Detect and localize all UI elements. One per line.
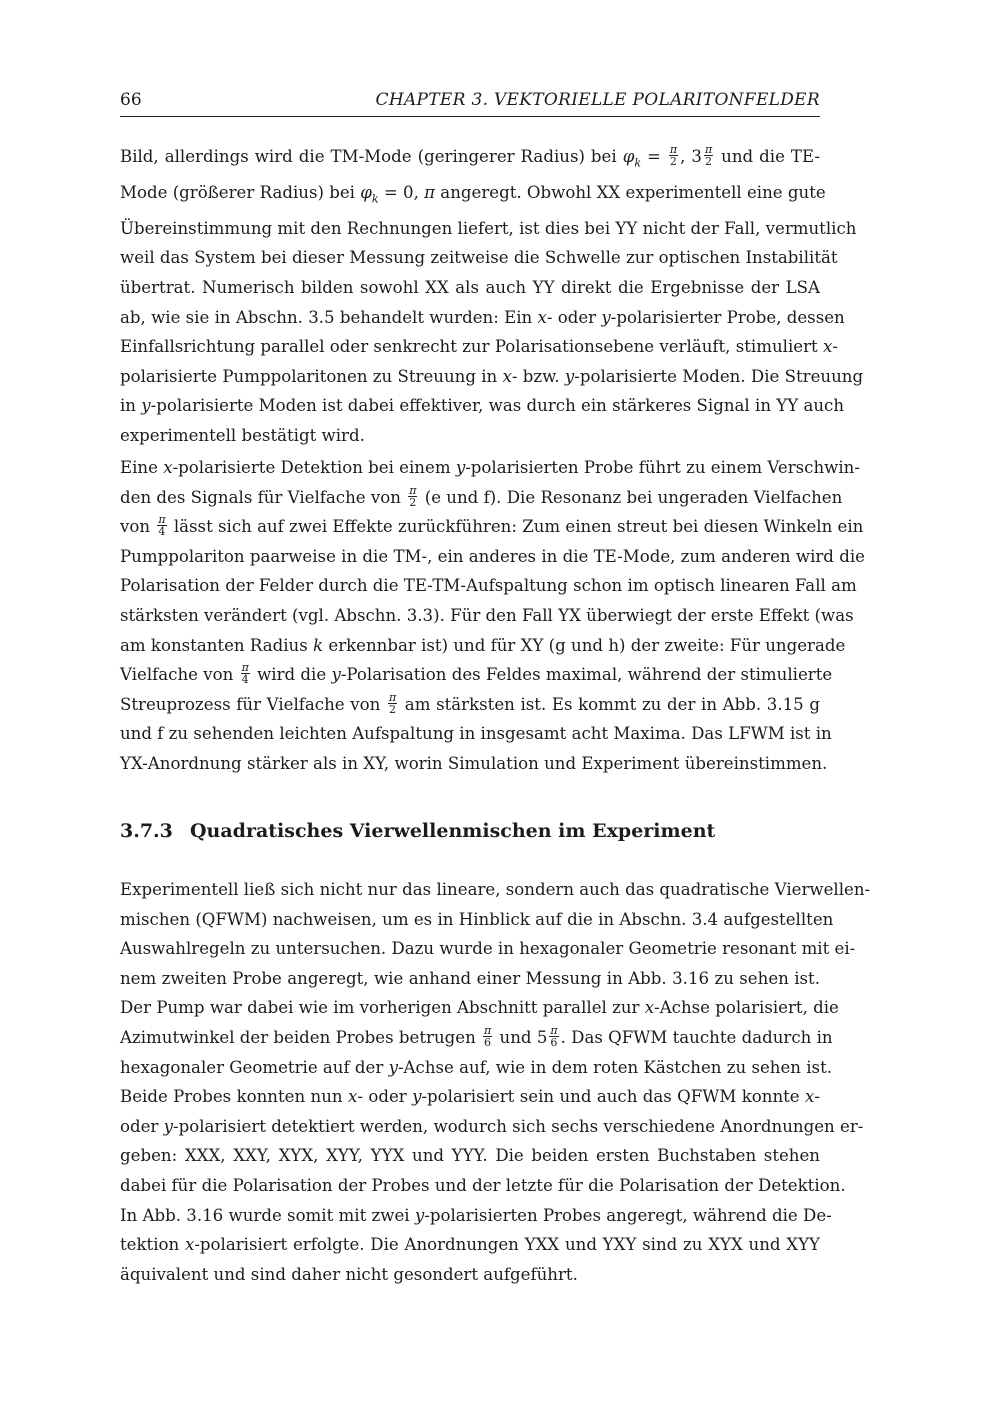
- text-line: Beide Probes konnten nun x- oder y-polarisiert sein und auch das QFWM konnte x-: [120, 1087, 820, 1107]
- text-line: Pumppolariton paarweise in die TM-, ein anderes in die TE-Mode, zum anderen wird die: [120, 546, 865, 566]
- text-line: Vielfache von $\frac{\pi}{4}$ wird die y-Polarisation des Feldes maximal, während der stimulierte: [120, 661, 833, 687]
- text-line: Der Pump war dabei wie im vorherigen Abschnitt parallel zur x-Achse polarisiert, die: [120, 998, 839, 1018]
- chapter-title: CHAPTER 3. VEKTORIELLE POLARITONFELDER: [375, 90, 820, 110]
- paragraph-1: [120, 142, 864, 451]
- text-line: und f zu sehenden leichten Aufspaltung in insgesamt acht Maxima. Das LFWM ist in: [120, 724, 832, 744]
- text-line: dabei für die Polarisation der Probes und der letzte für die Polarisation der Detektion.: [120, 1175, 846, 1195]
- text-line: geben: XXX, XXY, XYX, XYY, YYX und YYY. Die beiden ersten Buchstaben stehen: [120, 1146, 820, 1166]
- page-number: 66: [120, 90, 142, 110]
- text-line: nem zweiten Probe angeregt, wie anhand einer Messung in Abb. 3.16 zu sehen ist.: [120, 968, 820, 988]
- fraction: $\frac{\pi}{2}$: [669, 143, 678, 168]
- text-line: den des Signals für Vielfache von $\frac{\pi}{2}$ (e und f). Die Resonanz bei ungeraden Vielfachen: [120, 483, 843, 509]
- text-line: stärksten verändert (vgl. Abschn. 3.3). Für den Fall YX überwiegt der erste Effekt (was: [120, 605, 854, 625]
- text-line: Polarisation der Felder durch die TE-TM-Aufspaltung schon im optisch linearen Fall am: [120, 576, 857, 596]
- text-line: In Abb. 3.16 wurde somit mit zwei y-polarisierten Probes angeregt, während die De-: [120, 1205, 832, 1225]
- text-line: oder y-polarisiert detektiert werden, wodurch sich sechs verschiedene Anordnungen er-: [120, 1116, 864, 1136]
- text-line: Auswahlregeln zu untersuchen. Dazu wurde in hexagonaler Geometrie resonant mit ei-: [120, 939, 856, 959]
- text-line: weil das System bei dieser Messung zeitweise die Schwelle zur optischen Instabilität: [120, 248, 838, 268]
- paragraph-2: [120, 453, 865, 779]
- running-head: [120, 88, 820, 117]
- section-heading: [120, 820, 820, 842]
- text-line: übertrat. Numerisch bilden sowohl XX als auch YY direkt die Ergebnisse der LSA: [120, 278, 820, 297]
- text-line: Experimentell ließ sich nicht nur das lineare, sondern auch das quadratische Vierwellen-: [120, 880, 871, 899]
- text-line: YX-Anordnung stärker als in XY, worin Simulation und Experiment übereinstimmen.: [120, 753, 828, 773]
- text-line: Übereinstimmung mit den Rechnungen liefert, ist dies bei YY nicht der Fall, vermutlich: [120, 218, 857, 238]
- text-line: hexagonaler Geometrie auf der y-Achse auf, wie in dem roten Kästchen zu sehen ist.: [120, 1057, 833, 1077]
- text-line: experimentell bestätigt wird.: [120, 425, 365, 445]
- fraction: $\frac{\pi}{2}$: [388, 690, 397, 716]
- paragraph-3: [120, 875, 871, 1289]
- text-line: polarisierte Pumppolaritonen zu Streuung in x- bzw. y-polarisierte Moden. Die Streuung: [120, 366, 864, 386]
- section-number: 3.7.3: [120, 820, 173, 842]
- fraction: $\frac{\pi}{4}$: [241, 661, 249, 687]
- text-line: Eine x-polarisierte Detektion bei einem y-polarisierten Probe führt zu einem Verschwin-: [120, 458, 860, 477]
- text-line: am konstanten Radius k erkennbar ist) und für XY (g und h) der zweite: Für ungerade: [120, 635, 846, 655]
- text-line: äquivalent und sind daher nicht gesondert aufgeführt.: [120, 1264, 578, 1284]
- text-line: Azimutwinkel der beiden Probes betrugen $\frac{\pi}{6}$ und 5 $\frac{\pi}{6}$ . Das QFWM tauchte dadurch in: [120, 1023, 833, 1049]
- section-title: Quadratisches Vierwellenmischen im Experiment: [190, 820, 716, 842]
- fraction: $\frac{\pi}{6}$: [550, 1023, 558, 1049]
- fraction: $\frac{\pi}{2}$: [704, 143, 713, 168]
- text-line: tektion x-polarisiert erfolgte. Die Anordnungen YXX und YXY sind zu XYX und XYY: [120, 1235, 820, 1255]
- text-line: in y-polarisierte Moden ist dabei effektiver, was durch ein stärkeres Signal in YY auch: [120, 396, 845, 416]
- fraction: $\frac{\pi}{2}$: [409, 483, 417, 509]
- text-line: ab, wie sie in Abschn. 3.5 behandelt wurden: Ein x- oder y-polarisierter Probe, dessen: [120, 307, 845, 327]
- text-line: Streuprozess für Vielfache von $\frac{\pi}{2}$ am stärksten ist. Es kommt zu der in Abb. 3.15 g: [120, 690, 820, 716]
- text-line: von $\frac{\pi}{4}$ lässt sich auf zwei Effekte zurückführen: Zum einen streut bei diesen Winkeln ein: [120, 513, 864, 539]
- text-line: mischen (QFWM) nachweisen, um es in Hinblick auf die in Abschn. 3.4 aufgestellten: [120, 909, 834, 929]
- fraction: $\frac{\pi}{4}$: [158, 513, 166, 539]
- text-line: Bild, allerdings wird die TM-Mode (geringerer Radius) bei $\varphi_k$ = $\frac{\pi}{2}$ , 3 $\frac{\pi}{2}$ und die TE-: [120, 143, 821, 170]
- text-line: Einfallsrichtung parallel oder senkrecht zur Polarisationsebene verläuft, stimuliert x-: [120, 337, 838, 357]
- text-line: Mode (größerer Radius) bei $\varphi_k = 0$, π angeregt. Obwohl XX experimentell eine gute: [120, 182, 826, 206]
- fraction: $\frac{\pi}{6}$: [484, 1023, 492, 1049]
